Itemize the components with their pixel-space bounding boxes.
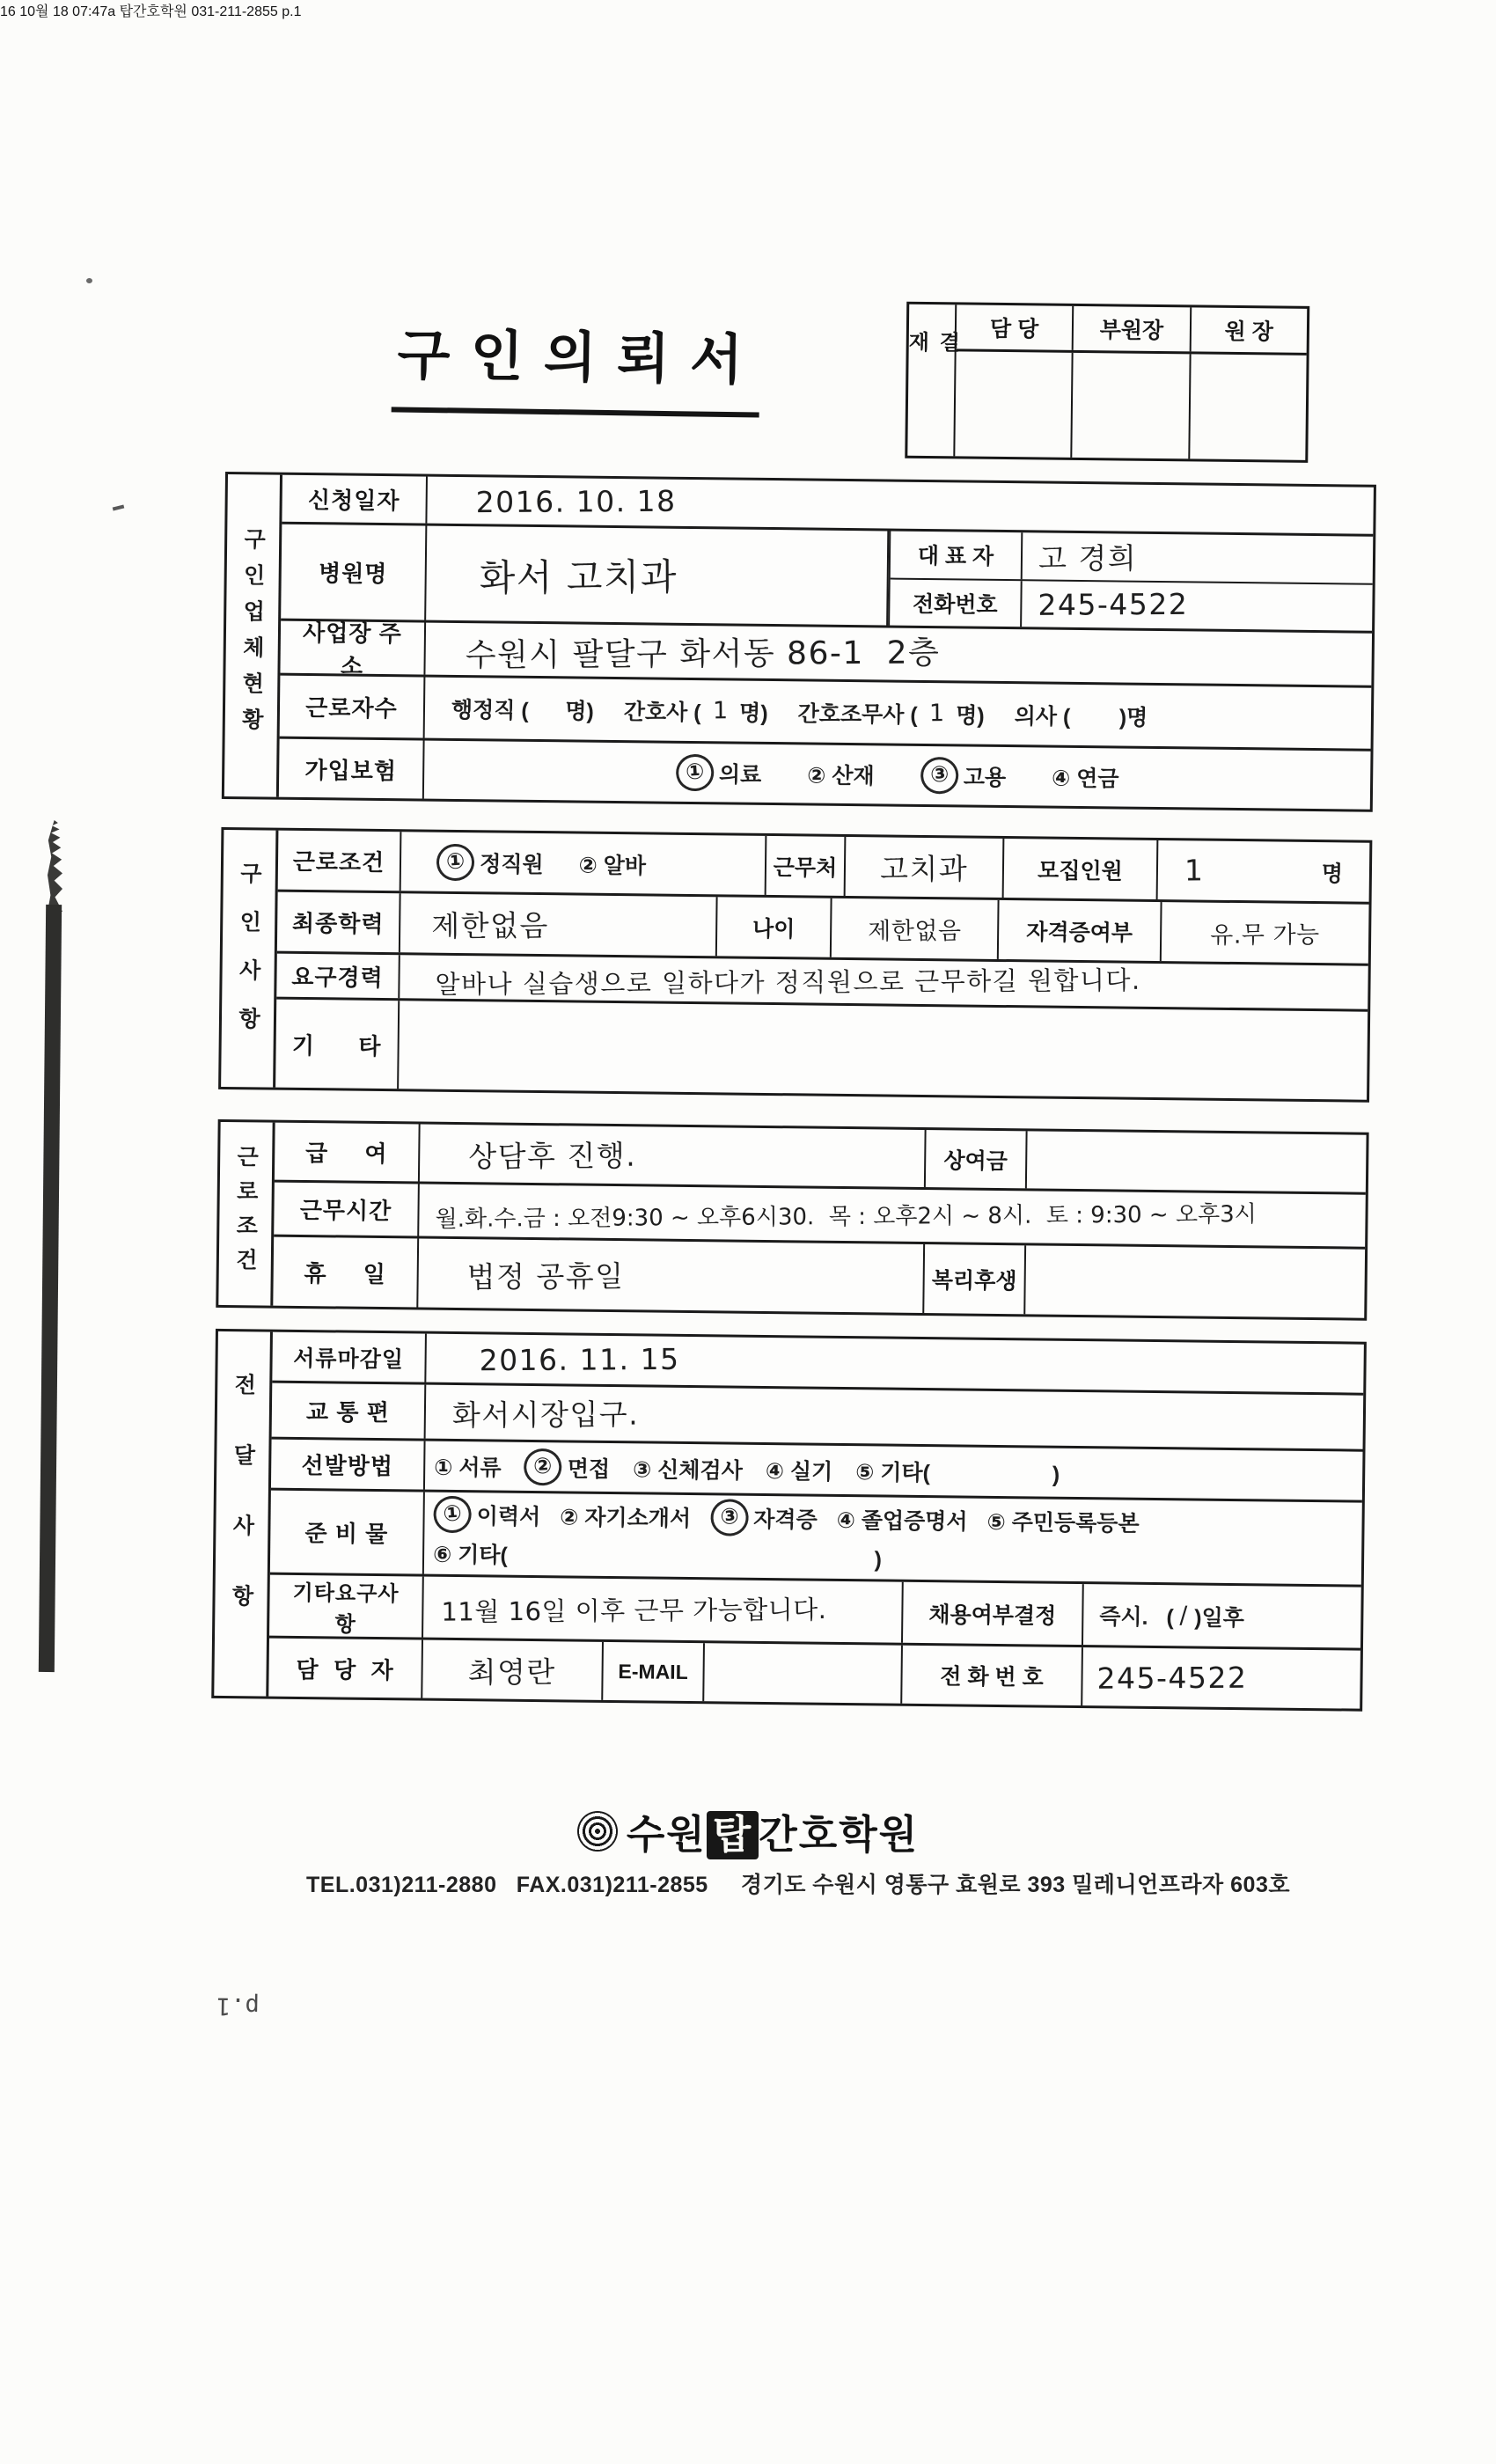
salary-label: 급 여 <box>275 1123 421 1182</box>
age-label: 나이 <box>717 897 832 957</box>
table-row: 기타요구사항 11월 16일 이후 근무 가능합니다. 채용여부결정 즉시. ( / )일후 <box>269 1575 1361 1651</box>
workers-admin: 행정직 ( 명) <box>451 697 595 724</box>
request-etc-value <box>399 1001 1368 1099</box>
work-type-label: 근로조건 <box>278 831 402 891</box>
table-row <box>273 1237 1365 1318</box>
deadline-label: 서류마감일 <box>272 1332 427 1382</box>
company-phone-label: 전화번호 <box>890 579 1023 627</box>
holiday-value: 법정 공휴일 <box>466 1258 625 1294</box>
workers-label: 근로자수 <box>280 676 426 738</box>
recruit-count-unit: 명 <box>1321 861 1344 886</box>
workers-nurse: 간호사 ( 1 명) <box>623 697 768 726</box>
hand-circle-mark: ① <box>436 842 476 881</box>
workers-nurse-count: 1 <box>712 697 729 725</box>
hire-decision-mark: / <box>1179 1602 1189 1630</box>
apply-date-value: 2016. 10. 18 <box>475 483 677 520</box>
education-label: 최종학력 <box>277 892 401 953</box>
workers-aide-count: 1 <box>928 700 945 728</box>
ceo-label: 대 표 자 <box>891 532 1023 579</box>
manager-label: 담 당 자 <box>268 1639 423 1698</box>
workers-doctor: 의사 ( )명 <box>1014 703 1148 730</box>
insurance-option-industrial: ② 산재 <box>807 763 875 789</box>
table-row <box>270 1491 1362 1588</box>
approval-sign-cell <box>1190 354 1307 459</box>
approval-col-vicedirector: 부원장 <box>1074 306 1192 352</box>
material-option-coverletter: ② 자기소개서 <box>560 1504 692 1531</box>
selection-option-interview: ② 면접 <box>524 1450 610 1483</box>
email-label: E-MAIL <box>603 1642 705 1701</box>
approval-side-label: 결재 <box>907 304 957 457</box>
approval-sign-cell <box>955 351 1074 458</box>
table-row <box>275 1000 1368 1100</box>
fax-timestamp: 16 10월 18 07:47a <box>0 4 116 19</box>
age-value: 제한없음 <box>867 917 962 946</box>
material-option-license: ③ 자격증 <box>710 1501 818 1534</box>
work-conditions-table <box>216 1119 1368 1321</box>
work-type-parttime: ② 알바 <box>578 853 647 878</box>
fax-number: 031-211-2855 <box>191 4 278 19</box>
delivery-phone-label: 전 화 번 호 <box>902 1646 1083 1705</box>
insurance-option-pension: ④ 연금 <box>1051 766 1119 792</box>
other-requests-value: 11월 16일 이후 근무 가능합니다. <box>441 1594 827 1627</box>
request-side-label: 구인사항 <box>221 830 278 1088</box>
deadline-value: 2016. 11. 15 <box>479 1341 680 1378</box>
recruit-count-value: 1 <box>1184 853 1205 888</box>
bonus-value <box>1027 1131 1367 1192</box>
materials-label: 준 비 물 <box>270 1491 425 1574</box>
request-etc-label: 기 타 <box>275 1000 400 1089</box>
fax-sender-name: 탑간호학원 <box>119 4 187 19</box>
recruit-count-label: 모집인원 <box>1004 839 1159 899</box>
approval-table <box>905 302 1309 463</box>
insurance-option-employment: ③ 고용 <box>920 759 1006 792</box>
workplace-label: 근무처 <box>766 836 847 896</box>
hand-circle-mark: ③ <box>709 1498 750 1536</box>
hours-value: 월.화.수.금 : 오전9:30 ~ 오후6시30. 목 : 오후2시 ~ 8시. 토 : 9:30 ~ 오후3시 <box>435 1201 1257 1233</box>
license-label: 자격증여부 <box>999 900 1162 961</box>
delivery-notes-table <box>211 1329 1367 1712</box>
other-requests-label: 기타요구사항 <box>269 1575 424 1638</box>
hand-circle-mark: ② <box>523 1447 563 1485</box>
hospital-name-value: 화서 고치과 <box>479 554 678 599</box>
company-phone-value: 245-4522 <box>1038 587 1189 623</box>
workers-aide: 간호조무사 ( 1 명) <box>797 700 985 729</box>
material-option-diploma: ④ 졸업증명서 <box>836 1507 968 1535</box>
workplace-value: 고치과 <box>879 851 969 887</box>
fax-page-number: p.1 <box>282 4 302 19</box>
academy-name: 수원 탑 간호학원 <box>627 1802 919 1859</box>
table-row <box>268 1639 1360 1709</box>
email-value <box>704 1643 903 1704</box>
apply-date-label: 신청일자 <box>282 475 428 524</box>
selection-option-papers: ① 서류 <box>434 1455 502 1481</box>
company-profile-table <box>222 472 1376 812</box>
welfare-label: 복리후생 <box>924 1244 1026 1314</box>
license-value: 유.무 가능 <box>1210 921 1321 950</box>
hospital-name-label: 병원명 <box>281 524 427 620</box>
insurance-label: 가입보험 <box>279 739 425 799</box>
job-request-table <box>218 827 1372 1103</box>
hire-decision-label: 채용여부결정 <box>903 1582 1084 1645</box>
holiday-label: 휴 일 <box>273 1237 419 1308</box>
welfare-value <box>1025 1245 1365 1317</box>
address-label: 사업장 주소 <box>280 621 426 675</box>
selection-option-physical: ③ 신체검사 <box>632 1456 743 1484</box>
conditions-side-label: 근로조건 <box>218 1122 275 1306</box>
selection-option-other: ⑤ 기타( ) <box>855 1459 1060 1487</box>
academy-contact-line: TEL.031)211-2880 FAX.031)211-2855 경기도 수원시 영통구 효원로 393 밀레니언프라자 603호 <box>306 1873 1291 1897</box>
page-title: 구 인 의 뢰 서 <box>392 311 761 417</box>
transport-value: 화서시장입구. <box>451 1397 640 1433</box>
manager-name-value: 최영란 <box>467 1654 557 1690</box>
material-option-resume: ① 이력서 <box>433 1498 540 1530</box>
table-row <box>279 739 1371 810</box>
material-option-other: ⑥ 기타( ) <box>432 1542 883 1572</box>
hours-label: 근무시간 <box>274 1183 420 1236</box>
bonus-label: 상여금 <box>926 1130 1028 1188</box>
hand-circle-mark: ① <box>675 753 715 792</box>
transport-label: 교 통 편 <box>272 1383 427 1439</box>
material-option-registry: ⑤ 주민등록등본 <box>986 1509 1140 1536</box>
company-side-label: 구인업체현황 <box>224 474 282 797</box>
education-value: 제한없음 <box>431 907 549 943</box>
approval-col-director: 원 장 <box>1224 319 1274 345</box>
hand-circle-mark: ③ <box>919 756 959 795</box>
academy-logo-line <box>0 1802 1496 1859</box>
scan-artifact-speck <box>86 278 92 283</box>
delivery-side-label: 전달사항 <box>214 1331 273 1697</box>
selection-label: 선발방법 <box>271 1440 426 1490</box>
ceo-name-value: 고 경희 <box>1038 540 1138 576</box>
hand-circle-mark: ① <box>432 1494 473 1533</box>
selection-option-practical: ④ 실기 <box>765 1458 833 1485</box>
work-type-fulltime: ① 정직원 <box>436 846 544 878</box>
career-label: 요구경력 <box>276 954 400 999</box>
career-value: 알바나 실습생으로 일하다가 정직원으로 근무하길 원합니다. <box>435 964 1141 1000</box>
approval-sign-cell <box>1073 353 1192 459</box>
academy-logo-icon <box>577 1811 618 1852</box>
rotated-page-number: p.1 <box>216 1991 260 2020</box>
table-row <box>281 524 1373 634</box>
insurance-option-medical: ① 의료 <box>676 757 762 789</box>
approval-col-staff: 담 당 <box>957 304 1074 350</box>
delivery-phone-value: 245-4522 <box>1096 1660 1248 1696</box>
salary-value: 상담후 진행. <box>468 1138 637 1174</box>
address-value: 수원시 팔달구 화서동 86-1 2층 <box>465 634 941 674</box>
